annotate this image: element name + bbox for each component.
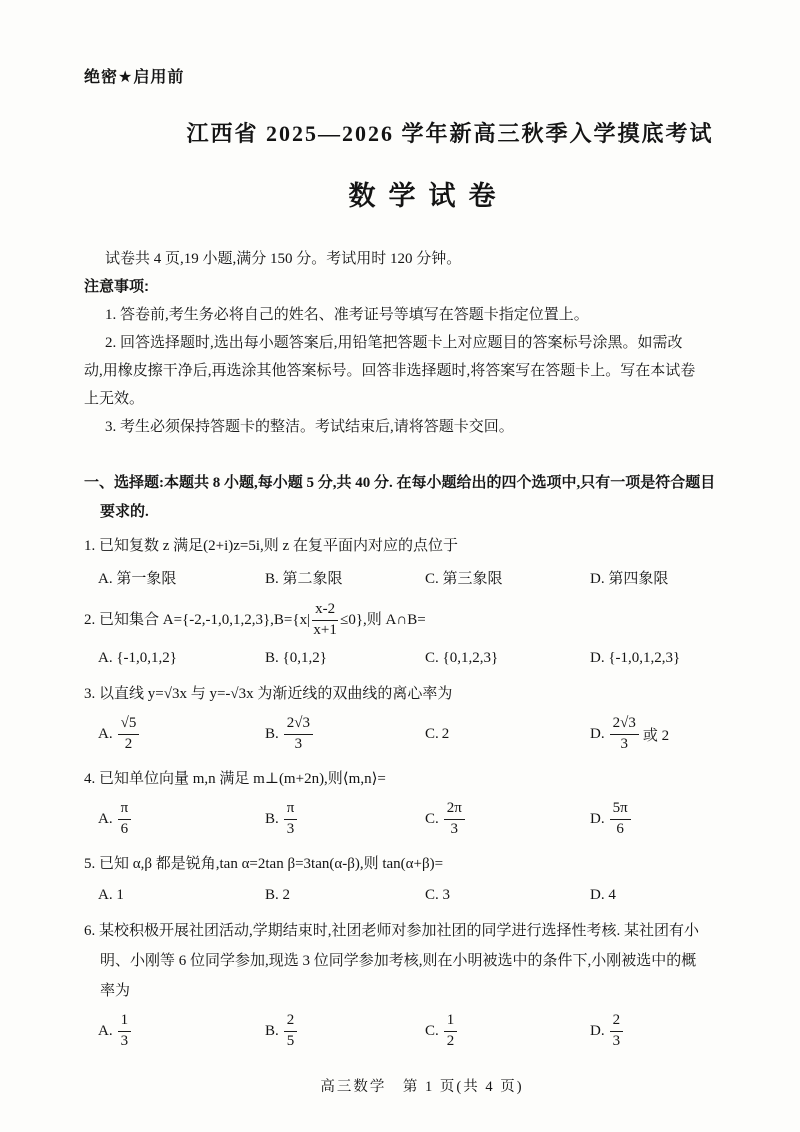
fraction-numerator: 2 bbox=[284, 1012, 298, 1031]
notice-2-line1: 2. 回答选择题时,选出每小题答案后,用铅笔把答题卡上对应题目的答案标号涂黑。如需改 bbox=[105, 335, 683, 351]
fraction-numerator: 2√3 bbox=[284, 715, 313, 734]
option-fraction bbox=[284, 715, 313, 753]
option-label: A. bbox=[98, 810, 113, 827]
question-2-options bbox=[84, 643, 760, 673]
fraction-denominator: 5 bbox=[286, 1032, 295, 1049]
paper-title: 数学试卷 bbox=[348, 181, 509, 211]
question-6-option-d bbox=[590, 1012, 760, 1050]
question-2-fraction bbox=[312, 601, 338, 639]
fraction-numerator: 2π bbox=[444, 800, 465, 819]
question-4-option-d bbox=[590, 800, 760, 838]
question-1-option-c: C. 第三象限 bbox=[425, 570, 503, 587]
option-suffix: 或 2 bbox=[642, 727, 670, 744]
fraction-denominator: 3 bbox=[294, 735, 303, 752]
question-2 bbox=[84, 598, 760, 673]
option-label: A. bbox=[98, 725, 113, 742]
question-6-stem-line1: 6. 某校积极开展社团活动,学期结束时,社团老师对参加社团的同学进行选择性考核. 某社团有小 bbox=[84, 923, 700, 939]
question-6-stem-line2: 明、小刚等 6 位同学参加,现选 3 位同学参加考核,则在小明被选中的条件下,小刚被选中的概 bbox=[100, 953, 697, 969]
question-4-option-a bbox=[98, 800, 265, 838]
question-6-options bbox=[84, 1007, 760, 1055]
question-2-stem-post: ≤0},则 A∩B= bbox=[340, 612, 426, 628]
page-footer: 高三数学 第 1 页(共 4 页) bbox=[320, 1079, 524, 1095]
fraction-numerator: π bbox=[284, 800, 298, 819]
fraction-denominator: 2 bbox=[446, 1032, 455, 1049]
question-4-options bbox=[84, 795, 760, 843]
question-1-options bbox=[84, 562, 760, 592]
question-4 bbox=[84, 764, 760, 843]
fraction-denominator: 3 bbox=[120, 1032, 129, 1049]
question-3-options bbox=[84, 710, 760, 758]
question-3-option-d bbox=[590, 715, 760, 753]
question-2-stem bbox=[84, 598, 760, 642]
fraction-numerator: 1 bbox=[444, 1012, 458, 1031]
option-label: D. bbox=[590, 810, 605, 827]
fraction-numerator: x-2 bbox=[312, 601, 338, 620]
option-label: B. bbox=[265, 1022, 279, 1039]
fraction-numerator: √5 bbox=[118, 715, 140, 734]
fraction-numerator: 1 bbox=[118, 1012, 132, 1031]
question-1-option-b: B. 第二象限 bbox=[265, 570, 343, 587]
option-label: B. bbox=[265, 810, 279, 827]
option-fraction bbox=[610, 800, 631, 838]
option-fraction bbox=[284, 800, 298, 838]
question-1-option-a: A. 第一象限 bbox=[98, 570, 177, 587]
question-3-option-a bbox=[98, 715, 265, 753]
question-6-option-c bbox=[425, 1012, 590, 1050]
option-value: 2 bbox=[441, 725, 450, 742]
question-5 bbox=[84, 849, 760, 910]
option-label: C. bbox=[425, 725, 439, 742]
option-label: A. bbox=[98, 1022, 113, 1039]
question-5-option-c: C. 3 bbox=[425, 886, 451, 903]
exam-title: 江西省 2025—2026 学年新高三秋季入学摸底考试 bbox=[186, 121, 714, 146]
fraction-denominator: 3 bbox=[612, 1032, 621, 1049]
question-4-stem: 4. 已知单位向量 m,n 满足 m⊥(m+2n),则⟨m,n⟩= bbox=[84, 771, 386, 787]
option-fraction bbox=[118, 715, 140, 753]
notice-title: 注意事项: bbox=[84, 278, 149, 295]
question-3-stem: 3. 以直线 y=√3x 与 y=-√3x 为渐近线的双曲线的离心率为 bbox=[84, 686, 453, 702]
section-1-header bbox=[84, 469, 760, 527]
question-3 bbox=[84, 679, 760, 758]
fraction-denominator: 3 bbox=[286, 820, 295, 837]
question-2-option-a: A. {-1,0,1,2} bbox=[98, 649, 177, 666]
question-6 bbox=[84, 916, 760, 1055]
option-label: D. bbox=[590, 725, 605, 742]
question-5-options bbox=[84, 880, 760, 910]
question-2-stem-pre: 2. 已知集合 A={-2,-1,0,1,2,3},B= bbox=[84, 612, 293, 628]
question-1-stem: 1. 已知复数 z 满足(2+i)z=5i,则 z 在复平面内对应的点位于 bbox=[84, 538, 458, 554]
fraction-denominator: x+1 bbox=[313, 621, 337, 638]
question-6-option-a bbox=[98, 1012, 265, 1050]
option-fraction bbox=[118, 1012, 132, 1050]
question-2-option-d: D. {-1,0,1,2,3} bbox=[590, 649, 681, 666]
fraction-denominator: 3 bbox=[450, 820, 459, 837]
question-3-option-c bbox=[425, 726, 590, 743]
question-1-option-d: D. 第四象限 bbox=[590, 570, 669, 587]
fraction-numerator: 2√3 bbox=[610, 715, 639, 734]
notice-3: 3. 考生必须保持答题卡的整洁。考试结束后,请将答题卡交回。 bbox=[105, 419, 514, 435]
question-6-stem-line3: 率为 bbox=[100, 983, 131, 999]
option-fraction bbox=[284, 1012, 298, 1050]
notice-2-line2: 动,用橡皮擦干净后,再选涂其他答案标号。回答非选择题时,将答案写在答题卡上。写在本试卷 bbox=[84, 363, 696, 379]
question-5-option-b: B. 2 bbox=[265, 886, 291, 903]
section-1-header-line2: 要求的. bbox=[100, 504, 149, 520]
question-2-option-c: C. {0,1,2,3} bbox=[425, 649, 499, 666]
question-2-set-open: {x| bbox=[292, 612, 311, 628]
question-4-option-b bbox=[265, 800, 425, 838]
question-4-option-c bbox=[425, 800, 590, 838]
option-fraction bbox=[444, 1012, 458, 1050]
fraction-denominator: 3 bbox=[620, 735, 628, 752]
question-1 bbox=[84, 531, 760, 592]
question-5-option-d: D. 4 bbox=[590, 886, 616, 903]
question-3-option-b bbox=[265, 715, 425, 753]
paper-info: 试卷共 4 页,19 小题,满分 150 分。考试用时 120 分钟。 bbox=[105, 251, 462, 267]
section-1-header-line1: 一、选择题:本题共 8 小题,每小题 5 分,共 40 分. 在每小题给出的四个选项中,只有一项是符合题目 bbox=[84, 475, 716, 491]
question-2-option-b: B. {0,1,2} bbox=[265, 649, 327, 666]
notice-1: 1. 答卷前,考生务必将自己的姓名、准考证号等填写在答题卡指定位置上。 bbox=[105, 307, 589, 323]
option-fraction bbox=[610, 1012, 624, 1050]
option-fraction bbox=[444, 800, 465, 838]
option-label: B. bbox=[265, 725, 279, 742]
question-6-option-b bbox=[265, 1012, 425, 1050]
option-fraction bbox=[610, 715, 639, 753]
fraction-numerator: 5π bbox=[610, 800, 631, 819]
question-5-option-a: A. 1 bbox=[98, 886, 124, 903]
option-fraction bbox=[118, 800, 132, 838]
question-5-stem: 5. 已知 α,β 都是锐角,tan α=2tan β=3tan(α-β),则 tan(α+β)= bbox=[84, 856, 444, 872]
fraction-numerator: 2 bbox=[610, 1012, 624, 1031]
fraction-denominator: 6 bbox=[120, 820, 129, 837]
fraction-numerator: π bbox=[118, 800, 132, 819]
option-label: C. bbox=[425, 1022, 439, 1039]
option-label: C. bbox=[425, 810, 439, 827]
security-label: 绝密★启用前 bbox=[84, 69, 185, 86]
fraction-denominator: 6 bbox=[616, 820, 624, 837]
option-label: D. bbox=[590, 1022, 605, 1039]
fraction-denominator: 2 bbox=[124, 735, 133, 752]
notice-2-line3: 上无效。 bbox=[84, 391, 145, 407]
